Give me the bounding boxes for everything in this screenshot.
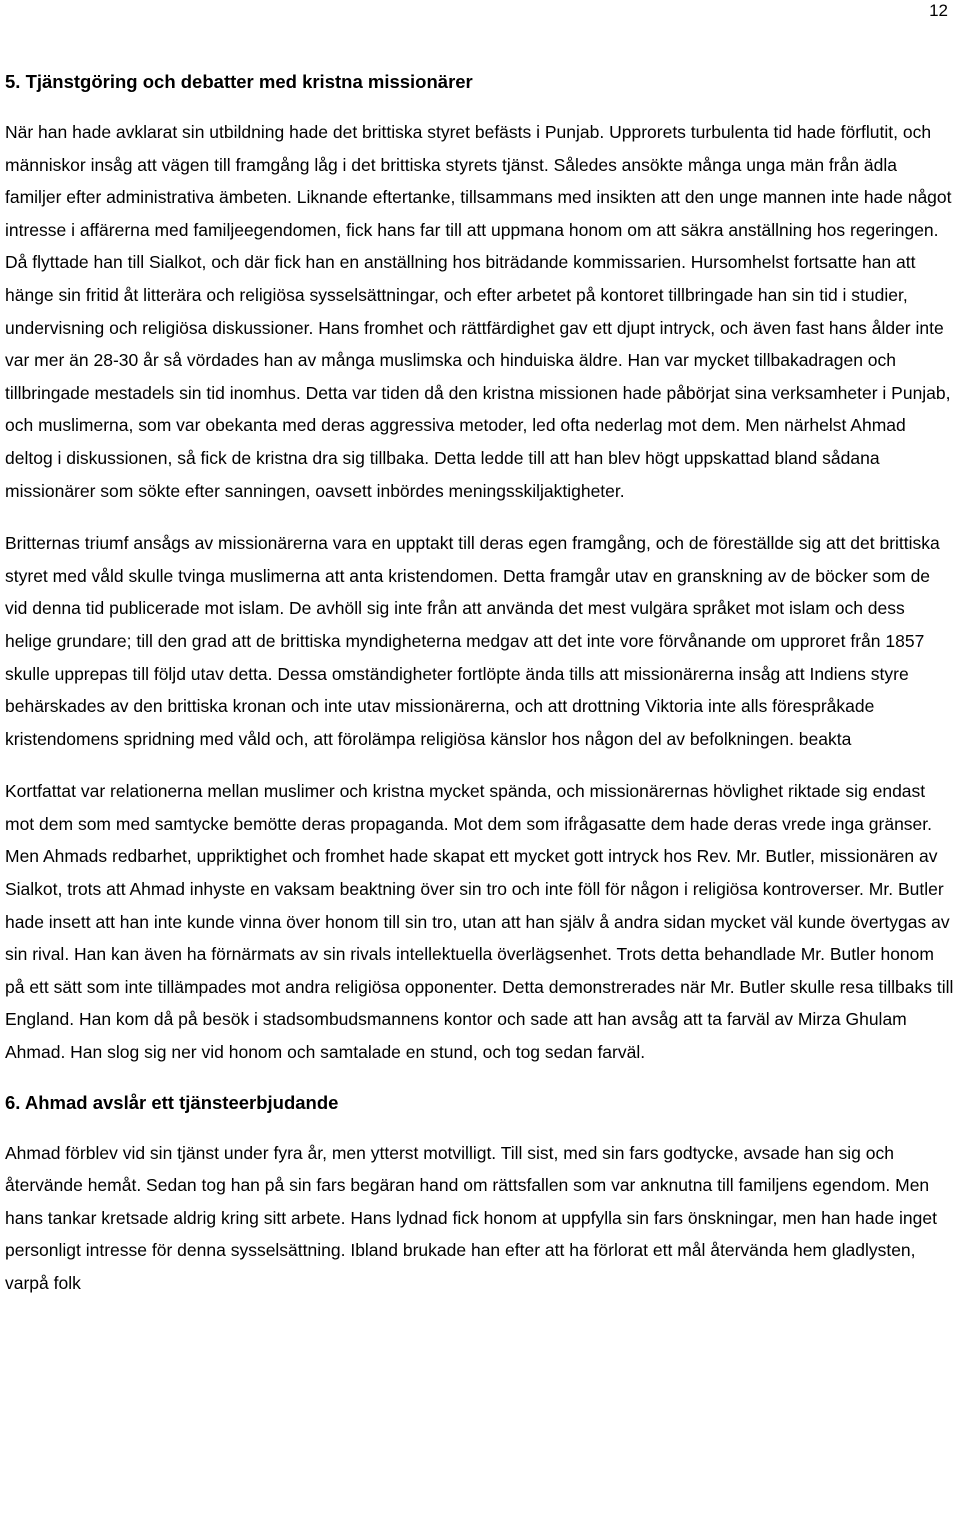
section-5-paragraph-1: När han hade avklarat sin utbildning hade det brittiska styret befästs i Punjab. Upprorets turbulenta tid hade förflutit, och människor insåg att vägen till framgång låg i det brittiska styrets tjänst. Således ansökte många unga män från ädla familjer efter administrativa ämbeten. Liknande eftertanke, tillsammans med insikten att den unge mannen inte hade något intresse i affärerna med familjeegendomen, fick hans far till att uppmana honom om att säkra anställning hos regeringen. Då flyttade han till Sialkot, och där fick han en anställning hos biträdande kommissarien. Hursomhelst fortsatte han att hänge sin fritid åt litterära och religiösa sysselsättningar, och efter arbetet på kontoret tillbringade han sin tid i studier, undervisning och religiösa diskussioner. Hans fromhet och rättfärdighet gav ett djupt intryck, och även fast hans ålder inte var mer än 28-30 år så vördades han av många muslimska och hinduiska äldre. Han var mycket tillbakadragen och tillbringade mestadels sin tid inomhus. Detta var tiden då den kristna missionen hade påbörjat sina verksamheter i Punjab, och muslimerna, som var obekanta med deras aggressiva metoder, led ofta nederlag mot dem. Men närhelst Ahmad deltog i diskussionen, så fick de kristna dra sig tillbaka. Detta ledde till att han blev högt uppskattad bland sådana missionärer som sökte efter sanningen, oavsett inbördes meningsskiljaktigheter. [5, 122, 952, 501]
section-5-paragraph-2: Britternas triumf ansågs av missionärerna vara en upptakt till deras egen framgång, och de föreställde sig att det brittiska styret med våld skulle tvinga muslimerna att anta kristendomen. Detta framgår utav en granskning av de böcker som de vid denna tid publicerade mot islam. De avhöll sig inte från att använda det mest vulgära språket mot islam och dess helige grundare; till den grad att de brittiska myndigheterna medgav att det inte vore förvånande om upproret från 1857 skulle upprepas till följd utav detta. Dessa omständigheter fortlöpte ända tills att missionärerna insåg att Indiens styre behärskades av den brittiska kronan och inte utav missionärerna, och att drottning Viktoria inte alls förespråkade kristendomens spridning med våld och, att förolämpa religiösa känslor hos någon del av befolkningen. beakta [5, 533, 940, 749]
page-number: 12 [929, 1, 948, 20]
section-6-heading: 6. Ahmad avslår ett tjänsteerbjudande [5, 1091, 339, 1113]
section-5-heading: 5. Tjänstgöring och debatter med kristna missionärer [5, 71, 473, 92]
section-5-paragraph-3: Kortfattat var relationerna mellan muslimer och kristna mycket spända, och missionärernas hövlighet riktade sig endast mot dem som med samtycke bemötte deras propaganda. Mot dem som ifrågasatte dem hade deras vrede inga gränser. Men Ahmads redbarhet, uppriktighet och fromhet hade skapat ett mycket gott intryck hos Rev. Mr. Butler, missionären av Sialkot, trots att Ahmad inhyste en vaksam beaktning över sin tro och inte föll för någon i religiösa kontroverser. Mr. Butler hade insett att han inte kunde vinna över honom till sin tro, utan att han själv å andra sidan mycket väl kunde övertygas av sin rival. Han kan även ha förnärmats av sin rivals intellektuella överlägsenhet. Trots detta behandlade Mr. Butler honom på ett sätt som inte tillämpades mot andra religiösa opponenter. Detta demonstrerades när Mr. Butler skulle resa tillbaks till England. Han kom då på besök i stadsombudsmannens kontor och sade att han avsåg att ta farväl av Mirza Ghulam Ahmad. Han slog sig ner vid honom och samtalade en stund, och tog sedan farväl. [5, 781, 954, 1063]
document-body [5, 68, 955, 1320]
section-6-paragraph-1: Ahmad förblev vid sin tjänst under fyra år, men ytterst motvilligt. Till sist, med sin fars godtycke, avsade han sig och återvände hemåt. Sedan tog han på sin fars begäran hand om rättsfallen som var anknutna till familjens egendom. Men hans tankar kretsade aldrig kring sitt arbete. Hans lydnad fick honom at uppfylla sin fars önskningar, men han hade inget personligt intresse för denna sysselsättning. Ibland brukade han efter att ha förlorat ett mål återvända hem gladlysten, varpå folk [5, 1142, 937, 1293]
